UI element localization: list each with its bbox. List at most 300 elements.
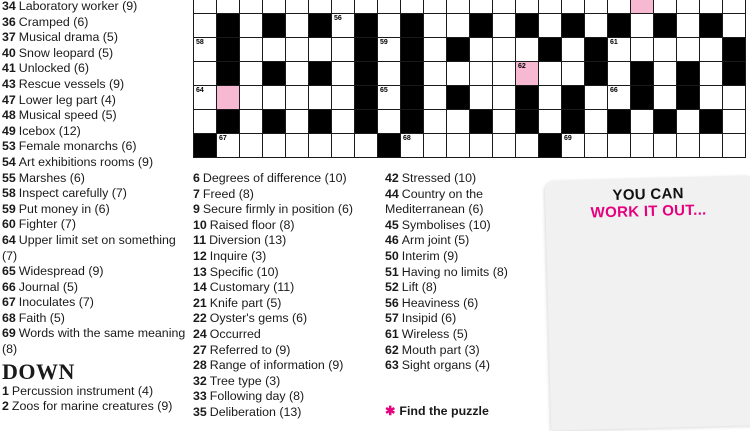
clue-text: Mouth part (3)	[401, 342, 480, 357]
grid-cell[interactable]	[515, 133, 539, 158]
clue-number: 36	[2, 14, 16, 29]
clue-number: 7	[193, 186, 200, 201]
grid-cell[interactable]	[446, 61, 470, 86]
grid-cell	[400, 85, 424, 110]
grid-cell[interactable]	[584, 133, 608, 158]
grid-cell[interactable]	[285, 109, 309, 134]
clue-text: Lift (8)	[401, 280, 437, 295]
grid-cell[interactable]	[446, 133, 470, 158]
grid-cell	[354, 13, 378, 38]
across-clues-continued	[2, 0, 190, 415]
grid-cell[interactable]	[331, 61, 355, 86]
clue-text: Inoculates (7)	[18, 295, 94, 310]
clue-number: 40	[2, 45, 16, 60]
grid-cell[interactable]	[423, 85, 447, 110]
grid-cell[interactable]	[607, 0, 631, 14]
clue-number: 69	[2, 326, 16, 341]
clue-number: 66	[2, 279, 16, 294]
clue-text: Having no limits (8)	[401, 264, 508, 279]
clue-text: Sight organs (4)	[401, 358, 490, 373]
clue-item	[2, 399, 190, 415]
grid-cell[interactable]	[377, 37, 401, 62]
clue-text: Inquire (3)	[209, 248, 267, 263]
grid-number: 61	[610, 39, 618, 46]
grid-cell	[308, 13, 332, 38]
grid-cell	[354, 61, 378, 86]
grid-number: 56	[334, 15, 342, 22]
clue-item	[385, 358, 545, 374]
clue-number: 59	[2, 201, 16, 216]
clue-text: Specific (10)	[209, 264, 279, 279]
grid-cell	[400, 109, 424, 134]
grid-cell[interactable]	[607, 133, 631, 158]
grid-cell[interactable]	[446, 0, 470, 14]
find-the-puzzle-label: Find the puzzle	[399, 404, 489, 418]
grid-cell	[216, 37, 240, 62]
grid-cell[interactable]	[653, 133, 677, 158]
grid-cell[interactable]	[446, 109, 470, 134]
clue-number: 32	[193, 373, 207, 388]
clue-item	[193, 343, 381, 359]
clue-text: Oyster's gems (6)	[209, 311, 308, 326]
grid-cell[interactable]	[584, 109, 608, 134]
grid-cell[interactable]	[308, 37, 332, 62]
grid-cell	[354, 37, 378, 62]
grid-cell[interactable]	[538, 0, 562, 14]
card-line-1: YOU CAN	[612, 185, 685, 204]
clue-item	[193, 280, 381, 296]
grid-cell[interactable]	[492, 85, 516, 110]
clue-text: Secure firmly in position (6)	[202, 202, 354, 217]
clue-text: Country on the Mediterranean (6)	[385, 186, 484, 217]
clue-item	[193, 187, 381, 203]
crossword-grid[interactable]	[193, 0, 745, 157]
grid-cell[interactable]	[331, 0, 355, 14]
grid-cell[interactable]	[239, 37, 263, 62]
clue-item	[193, 265, 381, 281]
grid-cell	[630, 61, 654, 86]
clue-number: 22	[193, 311, 207, 326]
grid-cell[interactable]	[653, 0, 677, 14]
grid-cell[interactable]	[676, 37, 700, 62]
grid-cell[interactable]	[377, 85, 401, 110]
grid-cell[interactable]	[469, 133, 493, 158]
clue-number: 1	[2, 383, 9, 398]
grid-cell	[699, 109, 723, 134]
clue-text: Symbolises (10)	[401, 217, 491, 232]
clue-text: Upper limit set on something (7)	[2, 232, 176, 263]
clue-number: 60	[2, 217, 16, 232]
clue-number: 9	[193, 202, 200, 217]
clue-item	[193, 249, 381, 265]
clue-item	[2, 61, 190, 77]
clue-text: Diversion (13)	[209, 233, 287, 248]
clue-item	[193, 389, 381, 405]
grid-cell[interactable]	[285, 0, 309, 14]
clue-text: Tree type (3)	[209, 373, 281, 388]
grid-cell[interactable]	[377, 61, 401, 86]
clue-number: 63	[385, 358, 399, 373]
grid-cell	[354, 85, 378, 110]
grid-number: 63	[725, 63, 733, 70]
clue-number: 52	[385, 280, 399, 295]
clue-number: 54	[2, 154, 16, 169]
clue-number: 35	[193, 404, 207, 419]
grid-cell[interactable]	[469, 85, 493, 110]
clue-item	[2, 384, 190, 400]
clue-text: Knife part (5)	[209, 295, 282, 310]
clue-number: 24	[193, 326, 207, 341]
clue-text: Wireless (5)	[401, 326, 468, 341]
grid-cell	[216, 61, 240, 86]
grid-cell[interactable]	[722, 109, 746, 134]
grid-cell[interactable]	[561, 37, 585, 62]
clue-text: Zoos for marine creatures (9)	[11, 399, 173, 414]
grid-cell[interactable]	[561, 133, 585, 158]
clue-number: 53	[2, 139, 16, 154]
clue-number: 48	[2, 108, 16, 123]
clue-item	[385, 327, 545, 343]
clue-item	[385, 249, 545, 265]
grid-cell	[216, 109, 240, 134]
clue-item	[2, 311, 190, 327]
grid-cell[interactable]	[699, 85, 723, 110]
clue-text: Insipid (6)	[401, 311, 457, 326]
grid-cell[interactable]	[193, 13, 217, 38]
clue-text: Percussion instrument (4)	[11, 383, 154, 398]
grid-cell	[607, 13, 631, 38]
clue-text: Female monarchs (6)	[18, 139, 137, 154]
grid-cell[interactable]	[239, 85, 263, 110]
grid-cell[interactable]	[722, 133, 746, 158]
grid-cell	[308, 61, 332, 86]
clue-number: 67	[2, 295, 16, 310]
grid-cell[interactable]	[377, 0, 401, 14]
grid-cell	[676, 61, 700, 86]
clue-text: Laboratory worker (9)	[18, 0, 138, 13]
grid-cell[interactable]	[722, 13, 746, 38]
clue-number: 14	[193, 280, 207, 295]
grid-cell[interactable]	[584, 13, 608, 38]
grid-cell[interactable]	[561, 61, 585, 86]
clue-number: 57	[385, 311, 399, 326]
grid-cell	[400, 13, 424, 38]
grid-cell	[515, 13, 539, 38]
clue-number: 61	[385, 326, 399, 341]
grid-cell[interactable]	[630, 109, 654, 134]
grid-cell[interactable]	[469, 61, 493, 86]
clue-text: Icebox (12)	[18, 123, 81, 138]
grid-cell	[722, 37, 746, 62]
grid-cell[interactable]	[423, 13, 447, 38]
grid-cell	[561, 13, 585, 38]
clue-number: 42	[385, 171, 399, 185]
clue-text: Stressed (10)	[401, 171, 477, 185]
clue-number: 51	[385, 264, 399, 279]
grid-cell[interactable]	[400, 133, 424, 158]
grid-cell[interactable]	[423, 0, 447, 14]
grid-cell[interactable]	[354, 133, 378, 158]
down-clues-column-2	[193, 171, 381, 421]
grid-cell[interactable]	[262, 37, 286, 62]
clue-text: Musical drama (5)	[18, 30, 118, 45]
clue-text: Referred to (9)	[209, 342, 291, 357]
clue-item	[385, 280, 545, 296]
grid-cell[interactable]	[239, 13, 263, 38]
grid-cell[interactable]	[653, 37, 677, 62]
clue-item	[193, 374, 381, 390]
clue-item	[2, 108, 190, 124]
grid-cell[interactable]	[699, 133, 723, 158]
grid-cell[interactable]	[492, 109, 516, 134]
grid-cell[interactable]	[584, 0, 608, 14]
grid-cell	[216, 13, 240, 38]
grid-cell[interactable]	[630, 133, 654, 158]
grid-cell[interactable]	[423, 109, 447, 134]
grid-cell[interactable]	[538, 13, 562, 38]
grid-cell[interactable]	[607, 61, 631, 86]
clue-number: 27	[193, 342, 207, 357]
grid-cell[interactable]	[262, 133, 286, 158]
grid-cell[interactable]	[515, 0, 539, 14]
grid-cell	[354, 109, 378, 134]
clue-item	[193, 358, 381, 374]
grid-cell	[446, 37, 470, 62]
grid-cell[interactable]	[308, 85, 332, 110]
clue-number: 62	[385, 342, 399, 357]
clue-item	[193, 311, 381, 327]
grid-number: 67	[219, 135, 227, 142]
grid-cell	[653, 109, 677, 134]
grid-number: 64	[196, 87, 204, 94]
clue-number: 41	[2, 61, 16, 76]
clue-text: Musical speed (5)	[18, 108, 117, 123]
clue-item	[2, 155, 190, 171]
grid-number: 60	[541, 39, 549, 46]
grid-cell[interactable]	[331, 13, 355, 38]
grid-cell	[469, 109, 493, 134]
grid-cell[interactable]	[285, 13, 309, 38]
grid-cell[interactable]	[607, 37, 631, 62]
grid-cell[interactable]	[239, 109, 263, 134]
grid-cell[interactable]	[193, 37, 217, 62]
clue-text: Words with the same meaning (8)	[2, 326, 186, 357]
grid-cell[interactable]	[331, 109, 355, 134]
clue-number: 58	[2, 186, 16, 201]
grid-cell[interactable]	[423, 133, 447, 158]
down-clues-column-3	[385, 171, 545, 374]
clue-item	[2, 139, 190, 155]
clue-number: 11	[193, 233, 207, 248]
grid-cell	[469, 13, 493, 38]
clue-number: 50	[385, 248, 399, 263]
clue-item	[193, 218, 381, 234]
grid-cell[interactable]	[262, 85, 286, 110]
clue-item	[193, 202, 381, 218]
grid-cell[interactable]	[492, 61, 516, 86]
grid-cell[interactable]	[607, 85, 631, 110]
grid-cell[interactable]	[722, 0, 746, 14]
clue-number: 49	[2, 123, 16, 138]
clue-item	[2, 233, 190, 264]
grid-cell[interactable]	[285, 133, 309, 158]
clue-item	[385, 233, 545, 249]
grid-cell[interactable]	[676, 0, 700, 14]
grid-cell[interactable]	[630, 37, 654, 62]
clue-text: Following day (8)	[209, 389, 305, 404]
grid-cell[interactable]	[492, 13, 516, 38]
grid-cell[interactable]	[216, 85, 240, 110]
grid-cell[interactable]	[331, 133, 355, 158]
grid-cell[interactable]	[285, 61, 309, 86]
grid-cell	[538, 37, 562, 62]
you-can-work-it-out-card	[545, 175, 750, 430]
clue-text: Lower leg part (4)	[18, 92, 116, 107]
grid-cell	[377, 133, 401, 158]
clue-number: 34	[2, 0, 16, 13]
grid-cell	[308, 109, 332, 134]
clue-item	[2, 202, 190, 218]
grid-cell[interactable]	[699, 37, 723, 62]
clue-text: Journal (5)	[18, 279, 79, 294]
grid-cell[interactable]	[331, 85, 355, 110]
grid-cell[interactable]	[492, 0, 516, 14]
grid-cell[interactable]	[538, 109, 562, 134]
grid-cell	[193, 133, 217, 158]
grid-cell[interactable]	[699, 0, 723, 14]
grid-cell[interactable]	[446, 13, 470, 38]
clue-number: 44	[385, 186, 399, 201]
grid-cell[interactable]	[285, 37, 309, 62]
clue-number: 45	[385, 217, 399, 232]
grid-cell[interactable]	[308, 0, 332, 14]
clue-item	[2, 280, 190, 296]
grid-cell[interactable]	[308, 133, 332, 158]
clue-number: 43	[2, 76, 16, 91]
grid-cell[interactable]	[630, 13, 654, 38]
grid-cell[interactable]	[377, 13, 401, 38]
clue-item	[2, 124, 190, 140]
clue-item	[2, 171, 190, 187]
clue-item	[2, 326, 190, 357]
grid-cell[interactable]	[400, 0, 424, 14]
find-the-puzzle	[385, 403, 489, 418]
grid-cell	[607, 109, 631, 134]
grid-cell	[262, 13, 286, 38]
grid-cell[interactable]	[331, 37, 355, 62]
grid-cell[interactable]	[699, 61, 723, 86]
clue-item	[385, 187, 545, 218]
grid-cell	[262, 61, 286, 86]
grid-cell[interactable]	[193, 85, 217, 110]
grid-cell[interactable]	[676, 13, 700, 38]
grid-cell[interactable]	[653, 61, 677, 86]
down-heading: DOWN	[2, 358, 75, 384]
grid-cell[interactable]	[239, 133, 263, 158]
clue-text: Heaviness (6)	[401, 295, 479, 310]
clue-item	[193, 233, 381, 249]
clue-text: Range of information (9)	[209, 358, 344, 373]
grid-cell	[722, 61, 746, 86]
grid-cell[interactable]	[492, 37, 516, 62]
grid-cell[interactable]	[469, 0, 493, 14]
clue-item	[385, 265, 545, 281]
grid-cell	[699, 13, 723, 38]
clue-text: Snow leopard (5)	[18, 45, 114, 60]
grid-cell[interactable]	[630, 0, 654, 14]
clue-number: 46	[385, 233, 399, 248]
grid-cell	[630, 85, 654, 110]
clue-number: 12	[193, 248, 207, 263]
grid-cell[interactable]	[584, 85, 608, 110]
clue-text: Fighter (7)	[18, 217, 76, 232]
clue-item	[193, 405, 381, 421]
grid-cell[interactable]	[423, 61, 447, 86]
card-line-2: WORK IT OUT...	[590, 201, 707, 222]
clue-item	[2, 77, 190, 93]
clue-item	[2, 0, 190, 15]
grid-cell[interactable]	[561, 0, 585, 14]
grid-cell	[400, 61, 424, 86]
grid-cell[interactable]	[722, 85, 746, 110]
grid-cell	[538, 133, 562, 158]
grid-cell[interactable]	[193, 0, 217, 14]
grid-cell[interactable]	[492, 133, 516, 158]
clue-item	[2, 30, 190, 46]
clue-item	[2, 46, 190, 62]
clue-text: Freed (8)	[202, 186, 254, 201]
grid-cell[interactable]	[193, 109, 217, 134]
grid-cell[interactable]	[377, 109, 401, 134]
grid-cell[interactable]	[469, 37, 493, 62]
clue-text: Inspect carefully (7)	[18, 186, 127, 201]
clue-item	[385, 311, 545, 327]
grid-cell[interactable]	[262, 0, 286, 14]
grid-cell[interactable]	[653, 85, 677, 110]
grid-cell	[584, 37, 608, 62]
grid-cell[interactable]	[216, 0, 240, 14]
grid-cell[interactable]	[515, 37, 539, 62]
clue-text: Rescue vessels (9)	[18, 76, 125, 91]
clue-text: Faith (5)	[18, 310, 65, 325]
grid-number: 59	[380, 39, 388, 46]
grid-number: 58	[196, 39, 204, 46]
grid-cell[interactable]	[676, 133, 700, 158]
grid-cell[interactable]	[193, 61, 217, 86]
grid-cell[interactable]	[239, 61, 263, 86]
grid-cell[interactable]	[239, 0, 263, 14]
grid-cell[interactable]	[285, 85, 309, 110]
grid-cell[interactable]	[676, 109, 700, 134]
clue-number: 55	[2, 170, 16, 185]
clue-text: Marshes (6)	[18, 170, 85, 185]
clue-item	[193, 171, 381, 187]
grid-cell[interactable]	[538, 61, 562, 86]
clue-item	[193, 296, 381, 312]
clue-item	[385, 343, 545, 359]
grid-cell[interactable]	[354, 0, 378, 14]
grid-cell	[561, 85, 585, 110]
grid-cell[interactable]	[423, 37, 447, 62]
grid-cell[interactable]	[216, 133, 240, 158]
clue-number: 68	[2, 310, 16, 325]
clue-text: Cramped (6)	[18, 14, 89, 29]
grid-cell[interactable]	[538, 85, 562, 110]
clue-text: Widespread (9)	[18, 264, 104, 279]
clue-text: Art exhibitions rooms (9)	[18, 154, 154, 169]
clue-number: 13	[193, 264, 207, 279]
grid-cell	[561, 109, 585, 134]
